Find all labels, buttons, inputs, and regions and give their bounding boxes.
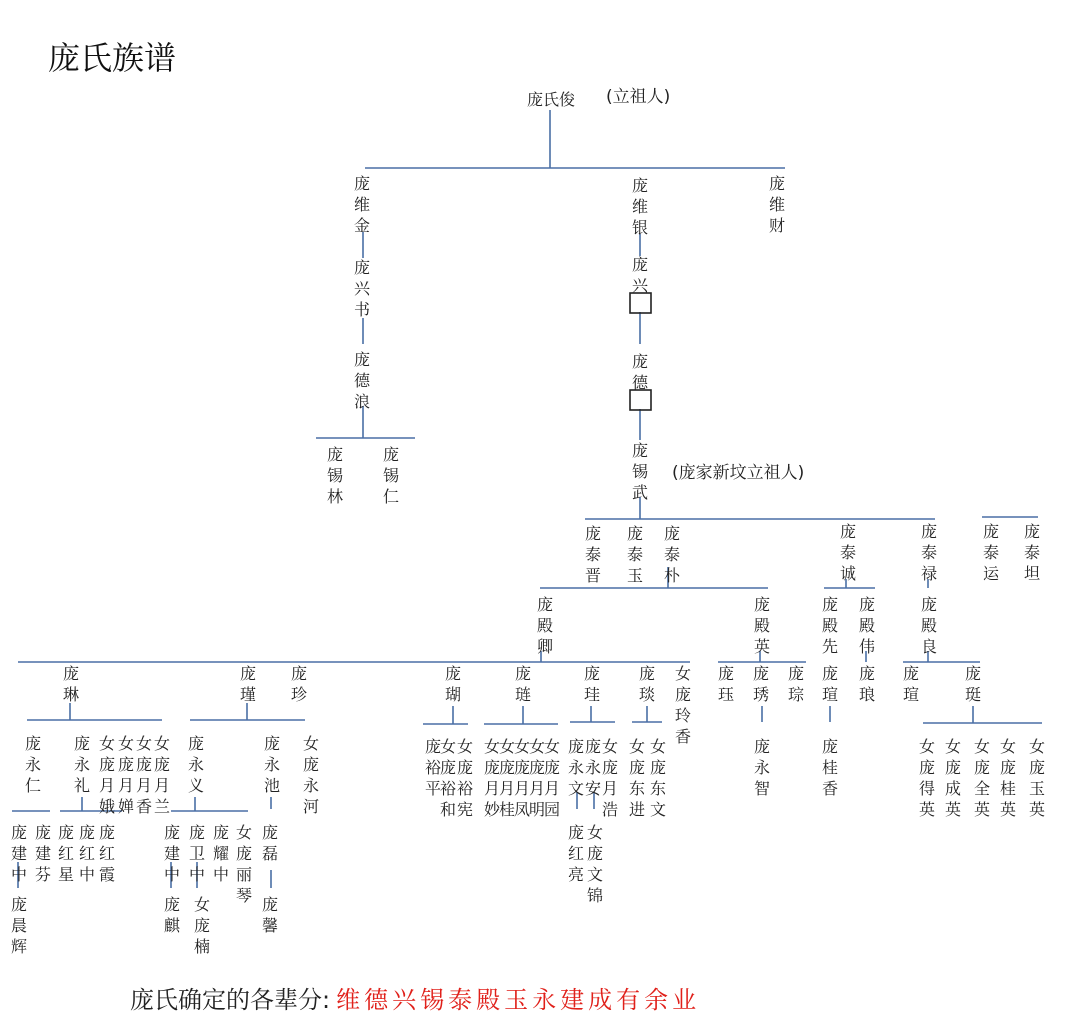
member-xuan: 庞 瑄 <box>821 664 838 704</box>
member-gui: 庞 珪 <box>583 664 600 704</box>
member-yuegui: 女 庞 月 桂 <box>498 737 515 819</box>
member-yuhe: 女 庞 裕 和 <box>439 737 456 819</box>
member-yuxian: 女 庞 裕 宪 <box>456 737 473 819</box>
member-xing: 庞 兴 <box>631 255 648 295</box>
member-lang: 庞 琅 <box>858 664 875 704</box>
member-dianxian: 庞 殿 先 <box>821 595 838 656</box>
member-yongzhi: 庞 永 智 <box>753 737 770 798</box>
member-xilin: 庞 锡 林 <box>326 445 343 506</box>
member-ting: 庞 珽 <box>964 664 981 704</box>
member-weicai: 庞 维 财 <box>768 174 785 235</box>
member-nan: 女 庞 楠 <box>193 895 210 956</box>
member-yongan: 庞 永 安 <box>584 737 601 798</box>
member-xiwu: 庞 锡 武 <box>631 441 648 502</box>
member-tan: 庞 琰 <box>638 664 655 704</box>
member-yuee: 女 庞 月 娥 <box>98 734 115 816</box>
member-yuelan: 女 庞 月 兰 <box>153 734 170 816</box>
member-cong: 庞 琮 <box>787 664 804 704</box>
member-dianwei: 庞 殿 伟 <box>858 595 875 656</box>
member-quanying: 女 庞 全 英 <box>973 737 990 819</box>
member-deying: 女 庞 得 英 <box>918 737 935 819</box>
member-xuan2: 庞 瑄 <box>902 664 919 704</box>
member-yongwen: 庞 永 文 <box>567 737 584 798</box>
member-taicheng: 庞 泰 诚 <box>839 522 856 583</box>
member-guiying: 女 庞 桂 英 <box>999 737 1016 819</box>
member-hongxia: 庞 红 霞 <box>98 823 115 884</box>
member-yongchi: 庞 永 池 <box>263 734 280 795</box>
member-dianliang: 庞 殿 良 <box>920 595 937 656</box>
member-guixiang: 庞 桂 香 <box>821 737 838 798</box>
member-jianfen: 庞 建 芬 <box>34 823 51 884</box>
member-yuemiao: 女 庞 月 妙 <box>483 737 500 819</box>
member-lian: 庞 琏 <box>514 664 531 704</box>
member-taiyun: 庞 泰 运 <box>982 522 999 583</box>
member-yonghe: 女 庞 永 河 <box>302 734 319 816</box>
member-taitan: 庞 泰 坦 <box>1023 522 1040 583</box>
member-yuexiang: 女 庞 月 香 <box>135 734 152 816</box>
member-qi: 庞 麒 <box>163 895 180 935</box>
member-yongyi: 庞 永 义 <box>187 734 204 795</box>
member-jin: 庞 瑾 <box>239 664 256 704</box>
member-yuefeng: 女 庞 月 凤 <box>513 737 530 819</box>
member-chengying: 女 庞 成 英 <box>944 737 961 819</box>
member-yuping: 庞 裕 平 <box>424 737 441 798</box>
member-weizhong: 庞 卫 中 <box>188 823 205 884</box>
member-yueyuan: 女 庞 月 园 <box>543 737 560 819</box>
member-yuying: 女 庞 玉 英 <box>1028 737 1045 819</box>
member-yueming: 女 庞 月 明 <box>528 737 545 819</box>
member-yuehao: 女 庞 月 浩 <box>601 737 618 819</box>
footer-label: 庞氏确定的各辈分: <box>130 986 331 1014</box>
member-dianqing: 庞 殿 卿 <box>536 595 553 656</box>
member-dongjin: 女 庞 东 进 <box>628 737 645 819</box>
generation-footer <box>130 983 700 1017</box>
generation-names: 维德兴锡泰殿玉永建成有余业 <box>336 986 701 1014</box>
member-weiyin: 庞 维 银 <box>631 176 648 237</box>
member-honglang: 庞 红 亮 <box>567 823 584 884</box>
member-xiren: 庞 锡 仁 <box>382 445 399 506</box>
page-title: 庞氏族谱 <box>48 39 177 77</box>
member-zhen: 庞 珍 <box>290 664 307 704</box>
member-yuechan: 女 庞 月 婵 <box>117 734 134 816</box>
member-linxiang: 女 庞 玲 香 <box>674 664 691 746</box>
member-yaozhong: 庞 耀 中 <box>212 823 229 884</box>
member-tailu: 庞 泰 禄 <box>920 522 937 583</box>
member-yongren: 庞 永 仁 <box>24 734 41 795</box>
member-xingshu: 庞 兴 书 <box>353 258 370 319</box>
new-grave-note: (庞家新坟立祖人) <box>672 463 805 483</box>
member-xin: 庞 馨 <box>261 895 278 935</box>
member-jun: 庞氏俊 <box>527 90 576 109</box>
member-chenhui: 庞 晨 辉 <box>10 895 27 956</box>
member-xiu: 庞 琇 <box>752 664 769 704</box>
member-liqin: 女 庞 丽 琴 <box>235 823 252 905</box>
member-wenjin: 女 庞 文 锦 <box>586 823 603 905</box>
member-hongxing: 庞 红 星 <box>57 823 74 884</box>
member-taiyu: 庞 泰 玉 <box>626 524 643 585</box>
member-dianying: 庞 殿 英 <box>753 595 770 656</box>
member-weijin: 庞 维 金 <box>353 174 370 235</box>
member-de: 庞 德 <box>631 352 648 392</box>
member-jue: 庞 珏 <box>717 664 734 704</box>
member-jianzhong2: 庞 建 中 <box>163 823 180 884</box>
member-delang: 庞 德 浪 <box>353 350 370 411</box>
member-dongwen: 女 庞 东 文 <box>649 737 666 819</box>
member-taipu: 庞 泰 朴 <box>663 524 680 585</box>
member-lin: 庞 琳 <box>62 664 79 704</box>
member-lei: 庞 磊 <box>261 823 278 863</box>
founder-note: (立祖人) <box>606 87 671 107</box>
member-hongzhong: 庞 红 中 <box>78 823 95 884</box>
member-jianzhong: 庞 建 中 <box>10 823 27 884</box>
member-yongli: 庞 永 礼 <box>73 734 90 795</box>
member-taijin: 庞 泰 晋 <box>584 524 601 585</box>
member-hu: 庞 瑚 <box>444 664 461 704</box>
